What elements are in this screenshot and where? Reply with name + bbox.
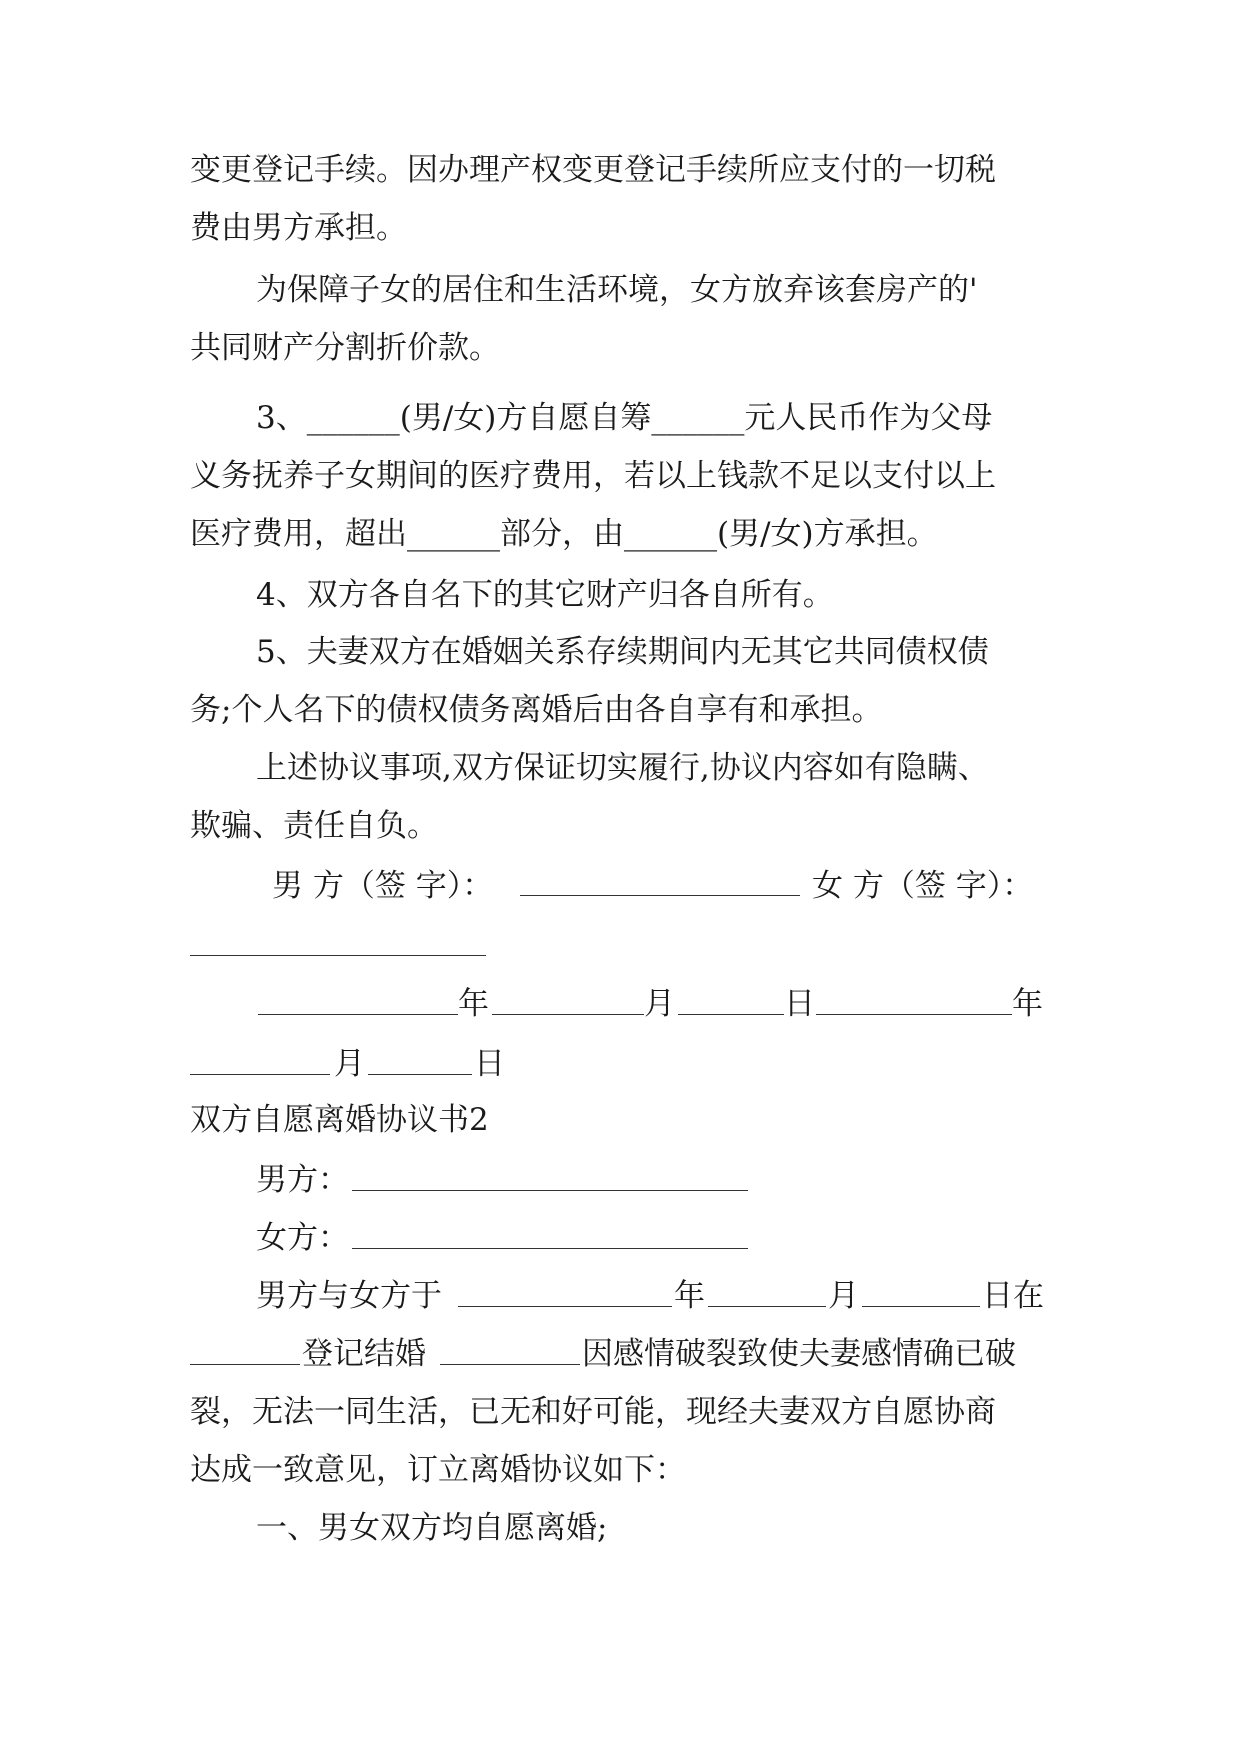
paragraph-line: 义务抚养子女期间的医疗费用，若以上钱款不足以支付以上 (190, 458, 996, 494)
date-blank (492, 1014, 644, 1015)
male-label: 男方： (256, 1162, 349, 1198)
year-label: 年 (458, 986, 489, 1022)
date-blank (440, 1364, 580, 1365)
female-signature-blank (190, 955, 486, 956)
date-blank (190, 1074, 330, 1075)
paragraph-line: 欺骗、责任自负。 (190, 808, 438, 844)
male-name-blank (352, 1190, 748, 1191)
month-label: 月 (644, 986, 675, 1022)
day-label: 日在 (982, 1278, 1044, 1314)
male-signature-label: 男 方（签 字）： (272, 868, 494, 904)
date-blank (708, 1306, 826, 1307)
paragraph-line: 上述协议事项,双方保证切实履行,协议内容如有隐瞒、 (256, 750, 989, 786)
female-signature-label: 女 方（签 字）： (812, 868, 1034, 904)
day-label: 日 (784, 986, 815, 1022)
year-label: 年 (1012, 986, 1043, 1022)
place-blank (190, 1364, 300, 1365)
year-label: 年 (674, 1278, 705, 1314)
paragraph-line: 医疗费用，超出______部分，由______(男/女)方承担。 (190, 516, 938, 552)
paragraph-line: 达成一致意见，订立离婚协议如下： (190, 1452, 686, 1488)
date-blank (862, 1306, 980, 1307)
paragraph-line: 登记结婚 (302, 1336, 426, 1372)
date-blank (816, 1014, 1012, 1015)
month-label: 月 (828, 1278, 859, 1314)
female-name-blank (352, 1248, 748, 1249)
date-blank (258, 1014, 458, 1015)
month-label: 月 (334, 1046, 365, 1082)
paragraph-line: 3、______(男/女)方自愿自筹______元人民币作为父母 (256, 400, 993, 436)
paragraph-line: 务;个人名下的债权债务离婚后由各自享有和承担。 (190, 692, 883, 728)
paragraph-line: 男方与女方于 (256, 1278, 442, 1314)
paragraph-line: 因感情破裂致使夫妻感情确已破 (582, 1336, 1016, 1372)
paragraph-line: 共同财产分割折价款。 (190, 330, 500, 366)
paragraph-line: 一、男女双方均自愿离婚; (256, 1510, 608, 1546)
date-blank (458, 1306, 672, 1307)
paragraph-line: 为保障子女的居住和生活环境，女方放弃该套房产的' (256, 272, 978, 308)
section-title: 双方自愿离婚协议书2 (190, 1102, 489, 1138)
paragraph-line: 裂，无法一同生活，已无和好可能，现经夫妻双方自愿协商 (190, 1394, 996, 1430)
paragraph-line: 变更登记手续。因办理产权变更登记手续所应支付的一切税 (190, 152, 996, 188)
female-label: 女方： (256, 1220, 349, 1256)
day-label: 日 (474, 1046, 505, 1082)
paragraph-line: 4、双方各自名下的其它财产归各自所有。 (256, 577, 834, 613)
date-blank (368, 1074, 472, 1075)
male-signature-blank (520, 895, 800, 896)
paragraph-line: 费由男方承担。 (190, 210, 407, 246)
paragraph-line: 5、夫妻双方在婚姻关系存续期间内无其它共同债权债 (256, 634, 989, 670)
date-blank (678, 1014, 784, 1015)
